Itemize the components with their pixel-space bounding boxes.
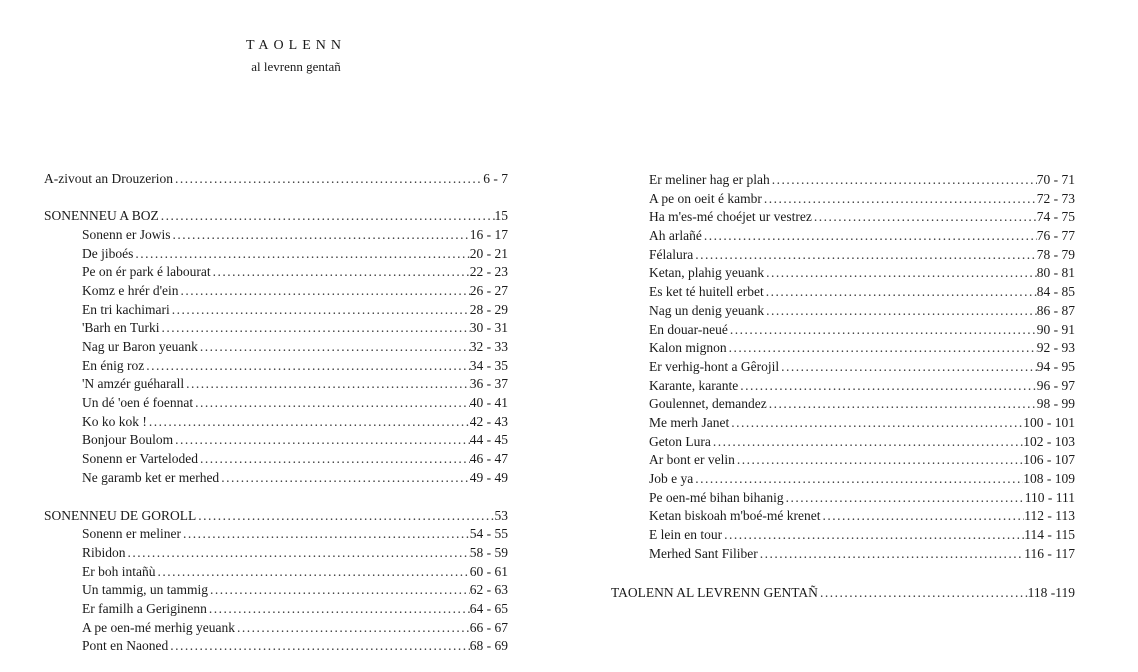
toc-entry-pages: 64 - 65 [469,600,508,616]
toc-entry-pages: 108 - 109 [1023,471,1075,486]
toc-entry-pages: 62 - 63 [469,582,508,598]
toc-entry-label: Ah arlañé [649,228,702,244]
leader-dots [211,263,470,282]
toc-entry [44,282,508,301]
toc-entry [611,470,1075,489]
toc-entry-pages: 36 - 37 [469,376,508,392]
leader-dots [159,207,495,226]
toc-entry-pages: 80 - 81 [1036,265,1075,281]
toc-entry [611,171,1075,190]
toc-entry-pages: 60 - 61 [469,563,508,579]
toc-entry [44,581,508,600]
leader-dots [770,171,1037,190]
toc-entry [44,301,508,320]
toc-entry-label: Ha m'es-mé choéjet ur vestrez [649,209,812,225]
section-heading-label: SONENNEU A BOZ [44,208,159,224]
leader-dots [727,339,1037,358]
toc-entry-pages: 118 -119 [1027,584,1075,600]
leader-dots [784,489,1025,508]
leader-dots [171,226,470,245]
toc-entry-label: A-zivout an Drouzerion [44,171,173,186]
toc-entry-pages: 78 - 79 [1036,246,1075,262]
toc-entry [44,394,508,413]
leader-dots [764,283,1037,302]
toc-entry [611,302,1075,321]
toc-entry [44,563,508,582]
toc-entry-label: 'Barh en Turki [82,320,160,336]
toc-entry [44,637,508,656]
toc-entry [611,190,1075,209]
toc-entry-pages: 112 - 113 [1024,508,1075,524]
toc-entry-label: Es ket té huitell erbet [649,284,764,300]
toc-entry-label: En douar-neué [649,321,728,337]
toc-entry-label: Ko ko kok ! [82,413,147,429]
toc-entry-label: Félalura [649,246,694,262]
leader-dots [184,375,470,394]
leader-dots [198,450,470,469]
toc-entry-pages: 102 - 103 [1023,433,1075,449]
toc-entry-pages: 84 - 85 [1036,284,1075,300]
toc-entry-pages: 49 - 49 [469,469,508,485]
leader-dots [758,545,1025,564]
toc-entry-pages: 66 - 67 [469,619,508,635]
toc-entry-label: Pe oen-mé bihan bihanig [649,489,784,505]
toc-entry-label: Sonenn er meliner [82,526,181,542]
toc-entry-label: Un dé 'oen é foennat [82,395,194,411]
leader-dots [159,319,469,338]
toc-entry [44,357,508,376]
toc-entry [44,619,508,638]
toc-entry [611,414,1075,433]
toc-entry-pages: 110 - 111 [1024,489,1075,505]
toc-entry-label: Goulennet, demandez [649,396,767,412]
toc-entry-pages: 106 - 107 [1023,452,1075,468]
toc-entry-pages: 30 - 31 [469,320,508,336]
toc-entry [611,339,1075,358]
leader-dots [181,525,470,544]
leader-dots [168,637,470,656]
toc-entry [611,283,1075,302]
toc-entry-label: Ar bont er velin [649,452,735,468]
leader-dots [722,526,1024,545]
toc-entry-label: 'N amzér guéharall [82,376,185,392]
leader-dots [173,431,470,450]
toc-entry-label: Karante, karante [649,377,739,393]
page-title: TAOLENN [246,38,346,53]
leader-dots [764,264,1037,283]
leader-dots [812,208,1037,227]
toc-entry-pages: 92 - 93 [1036,340,1075,356]
toc-entry-label: Me merh Janet [649,414,730,430]
toc-entry [611,507,1075,526]
toc-entry-label: Ribidon [82,544,126,560]
leader-dots [219,469,470,488]
leader-dots [179,282,470,301]
toc-entry-label: Bonjour Boulom [82,432,174,448]
toc-entry-label: Ketan biskoah m'boé-mé krenet [649,508,821,524]
toc-entry-label: Pont en Naoned [82,638,169,654]
toc-entry [611,489,1075,508]
toc-entry-pages: 6 - 7 [483,171,508,186]
toc-entry-pages: 46 - 47 [469,451,508,467]
toc-entry-pages: 70 - 71 [1036,172,1075,187]
section-heading-pages: 53 [494,507,508,523]
toc-entry-pages: 54 - 55 [469,526,508,542]
toc-entry-label: Er meliner hag er plah [649,172,770,187]
leader-dots [702,227,1037,246]
toc-entry-label: De jiboés [82,245,134,261]
page-subtitle: al levrenn gentañ [251,59,341,74]
toc-entry-label: Merhed Sant Filiber [649,545,758,561]
toc-entry [44,600,508,619]
leader-dots [711,433,1023,452]
toc-entry-pages: 72 - 73 [1036,190,1075,206]
leader-dots [193,394,470,413]
toc-entry-pages: 34 - 35 [469,357,508,373]
toc-entry [44,469,508,488]
leader-dots [156,563,470,582]
leader-dots [235,619,470,638]
leader-dots [818,584,1028,603]
toc-entry-label: Er familh a Geriginenn [82,600,207,616]
toc-entry [44,525,508,544]
toc-entry-label: E lein en tour [649,527,723,543]
toc-entry-label: Sonenn er Jowis [82,226,171,242]
toc-entry [611,545,1075,564]
leader-dots [198,338,470,357]
leader-dots [821,507,1025,526]
toc-entry [44,413,508,432]
toc-entry-label: Ketan, plahig yeuank [649,265,765,281]
leader-dots [735,451,1023,470]
leader-dots [208,581,470,600]
toc-entry [611,377,1075,396]
toc-entry [44,319,508,338]
toc-entry-pages: 86 - 87 [1036,302,1075,318]
toc-entry-label: Kalon mignon [649,340,727,356]
toc-entry-label: Un tammig, un tammig [82,582,208,598]
toc-entry-pages: 40 - 41 [469,395,508,411]
toc-final-entry [611,584,1075,603]
toc-entry-label: Nag un denig yeuank [649,302,765,318]
toc-entry [611,358,1075,377]
toc-entry-pages: 28 - 29 [469,301,508,317]
toc-entry-pages: 114 - 115 [1024,527,1075,543]
leader-dots [728,321,1037,340]
toc-right-column [611,171,1075,603]
toc-entry-pages: 22 - 23 [469,264,508,280]
toc-entry [611,395,1075,414]
toc-entry-pages: 94 - 95 [1036,358,1075,374]
toc-entry [611,321,1075,340]
leader-dots [762,190,1037,209]
leader-dots [779,358,1037,377]
toc-entry [611,227,1075,246]
toc-entry-pages: 42 - 43 [469,413,508,429]
leader-dots [729,414,1023,433]
toc-entry-label: Geton Lura [649,433,711,449]
toc-entry [44,263,508,282]
toc-entry-pages: 26 - 27 [469,282,508,298]
leader-dots [693,470,1023,489]
leader-dots [144,357,470,376]
leader-dots [133,245,469,264]
toc-entry-label: Er boh intañù [82,563,156,579]
toc-entry-pages: 20 - 21 [469,245,508,261]
toc-entry-pages: 98 - 99 [1036,396,1075,412]
toc-entry-label: En tri kachimari [82,301,170,317]
toc-entry-label: A pe oen-mé merhig yeuank [82,619,235,635]
toc-entry-pages: 90 - 91 [1036,321,1075,337]
toc-entry [611,526,1075,545]
toc-entry-label: A pe on oeit é kambr [649,190,762,206]
toc-section-heading [44,207,508,226]
toc-entry-pages: 16 - 17 [469,226,508,242]
leader-dots [207,600,470,619]
toc-entry-label: Sonenn er Varteloded [82,451,198,467]
toc-entry-pages: 58 - 59 [469,544,508,560]
toc-entry [611,433,1075,452]
toc-entry-pages: 32 - 33 [469,339,508,354]
toc-entry-pages: 100 - 101 [1023,414,1075,430]
toc-entry-intro [44,170,508,189]
toc-entry-label: Job e ya [649,471,694,486]
toc-entry [611,264,1075,283]
toc-entry-pages: 116 - 117 [1024,545,1075,561]
toc-entry [611,246,1075,265]
toc-entry [44,431,508,450]
toc-entry-pages: 74 - 75 [1036,209,1075,225]
section-heading-pages: 15 [494,208,508,224]
toc-entry-pages: 68 - 69 [469,638,508,654]
leader-dots [173,170,483,189]
toc-entry [44,226,508,245]
toc-entry-pages: 96 - 97 [1036,377,1075,393]
toc-entry-label: Ne garamb ket er merhed [82,469,220,485]
toc-entry [44,245,508,264]
toc-entry-label: Pe on ér park é labourat [82,264,211,280]
leader-dots [693,246,1037,265]
toc-entry-pages: 44 - 45 [469,432,508,448]
toc-entry-label: Nag ur Baron yeuank [82,339,198,354]
toc-entry [44,544,508,563]
leader-dots [767,395,1037,414]
leader-dots [738,377,1037,396]
toc-left-column [44,170,508,656]
toc-entry-label: En énig roz [82,357,145,373]
toc-entry [611,208,1075,227]
leader-dots [170,301,470,320]
toc-entry-label: Komz e hrér d'ein [82,282,179,298]
toc-entry [44,338,508,357]
leader-dots [764,302,1037,321]
toc-entry-label: Er verhig-hont a Gêrojil [649,358,780,374]
leader-dots [126,544,470,563]
toc-entry [611,451,1075,470]
toc-entry-label: TAOLENN AL LEVRENN GENTAÑ [611,584,818,600]
toc-entry-pages: 76 - 77 [1036,228,1075,244]
toc-section-heading [44,507,508,526]
leader-dots [196,507,494,526]
leader-dots [147,413,470,432]
toc-entry [44,375,508,394]
section-heading-label: SONENNEU DE GOROLL [44,507,197,523]
toc-entry [44,450,508,469]
